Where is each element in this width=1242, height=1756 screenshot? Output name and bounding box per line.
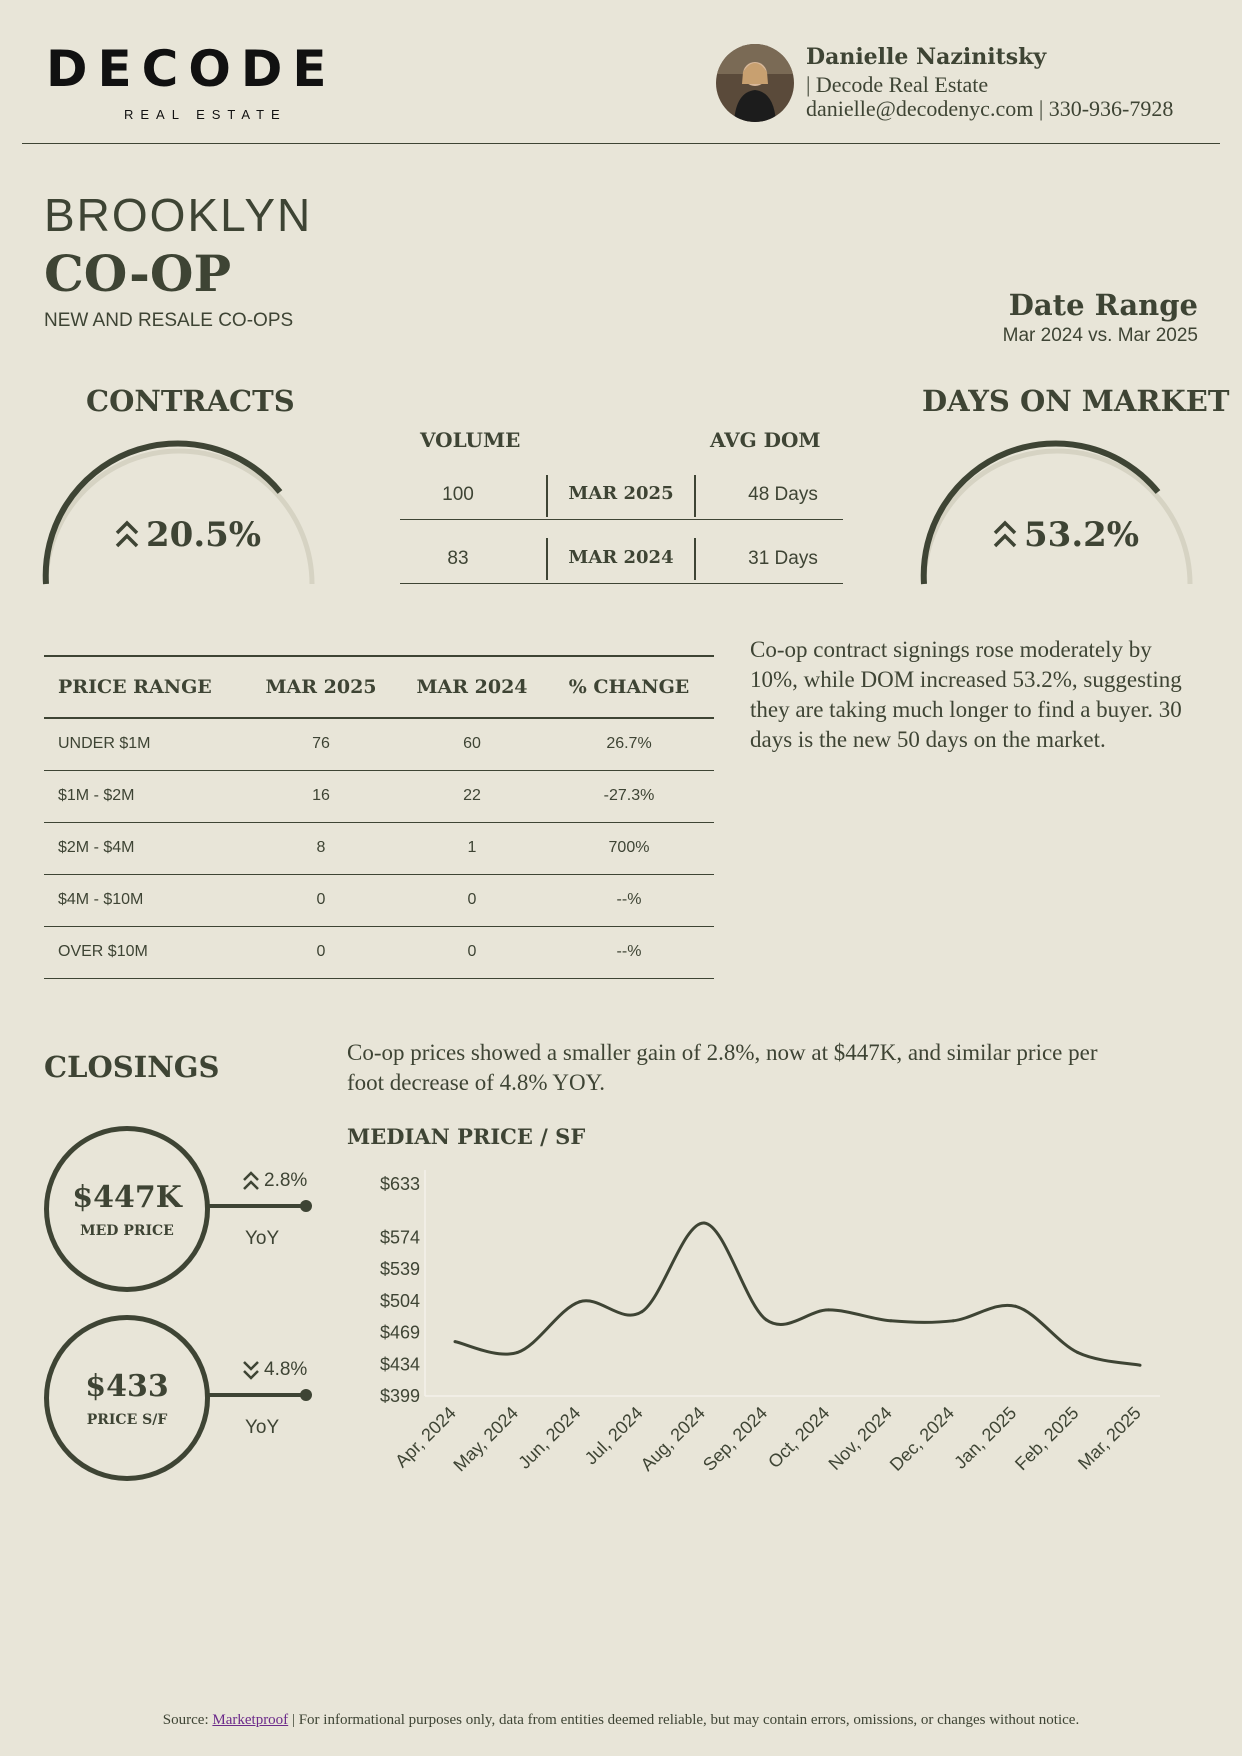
- period-2024: MAR 2024: [568, 547, 674, 568]
- data-point-9: [952, 1319, 955, 1322]
- table-cell: OVER $10M: [44, 926, 242, 978]
- data-point-3: [578, 1300, 581, 1303]
- volume-2024: 83: [447, 548, 469, 569]
- data-point-8: [889, 1319, 892, 1322]
- data-point-2: [516, 1351, 519, 1354]
- report-property-type: CO-OP: [44, 244, 232, 303]
- data-point-7: [827, 1308, 830, 1311]
- volume-header: VOLUME: [420, 428, 521, 452]
- col-pct-change: % CHANGE: [544, 656, 714, 718]
- table-cell: 1: [400, 822, 544, 874]
- data-point-10: [1014, 1305, 1017, 1308]
- dom-change-value: 53.2%: [1024, 515, 1140, 555]
- y-tick-label: $469: [379, 1322, 420, 1343]
- price-sf-label: PRICE S/F: [86, 1411, 168, 1428]
- x-tick-label: Jun, 2024: [514, 1402, 585, 1473]
- report-subtitle: NEW AND RESALE CO-OPS: [44, 310, 294, 331]
- med-price-value: $447K: [72, 1179, 182, 1215]
- table-cell: 8: [242, 822, 400, 874]
- table-cell: $1M - $2M: [44, 770, 242, 822]
- dom-2025: 48 Days: [748, 484, 818, 505]
- period-2025: MAR 2025: [568, 483, 674, 504]
- price-sf-period: YoY: [245, 1417, 280, 1438]
- table-cell: -27.3%: [544, 770, 714, 822]
- col-price-range: PRICE RANGE: [44, 656, 242, 718]
- table-cell: 0: [242, 926, 400, 978]
- y-tick-label: $434: [379, 1354, 420, 1375]
- table-cell: 0: [400, 926, 544, 978]
- y-tick-label: $399: [379, 1386, 420, 1406]
- report-city: BROOKLYN: [44, 189, 313, 241]
- x-tick-label: Jan, 2025: [950, 1402, 1021, 1473]
- table-cell: 76: [242, 718, 400, 770]
- chart-title: MEDIAN PRICE / SF: [347, 1124, 586, 1149]
- table-cell: UNDER $1M: [44, 718, 242, 770]
- table-cell: $4M - $10M: [44, 874, 242, 926]
- footer-source: [0, 1712, 1242, 1729]
- data-point-11: [1076, 1351, 1079, 1354]
- y-tick-label: $574: [379, 1227, 420, 1248]
- brand-logo: DECODE: [46, 40, 337, 98]
- x-tick-label: Aug, 2024: [636, 1402, 709, 1475]
- data-point-4: [640, 1310, 643, 1313]
- col-mar-2025: MAR 2025: [242, 656, 400, 718]
- date-range-title: Date Range: [1008, 288, 1198, 322]
- agent-name: Danielle Nazinitsky: [806, 44, 1047, 70]
- brand-logo-subtitle: REAL ESTATE: [124, 107, 287, 122]
- table-cell: 60: [400, 718, 544, 770]
- avg-dom-header: AVG DOM: [710, 428, 821, 452]
- contracts-change-value: 20.5%: [146, 515, 262, 555]
- table-cell: 0: [242, 874, 400, 926]
- price-sf-value: $433: [85, 1368, 169, 1404]
- med-price-period: YoY: [245, 1228, 280, 1249]
- volume-2025: 100: [442, 484, 474, 505]
- table-cell: 700%: [544, 822, 714, 874]
- table-cell: 16: [242, 770, 400, 822]
- x-tick-label: Feb, 2025: [1011, 1402, 1083, 1475]
- series-line: [455, 1223, 1140, 1365]
- table-cell: 0: [400, 874, 544, 926]
- price-sf-change-value: 4.8%: [264, 1359, 308, 1380]
- data-point-1: [454, 1340, 457, 1343]
- table-cell: --%: [544, 926, 714, 978]
- y-tick-label: $633: [379, 1174, 420, 1194]
- contracts-note: Co-op contract signings rose moderately by 10%, while DOM increased 53.2%, suggesting they are taking much longer to find a buyer. 30 days is the new 50 days on the market.: [750, 637, 1182, 752]
- agent-contact[interactable]: danielle@decodenyc.com | 330-936-7928: [806, 96, 1174, 121]
- closings-note: Co-op prices showed a smaller gain of 2.8%, now at $447K, and similar price per foot decrease of 4.8% YOY.: [347, 1040, 1098, 1095]
- med-price-change-value: 2.8%: [264, 1170, 308, 1191]
- data-point-12: [1139, 1364, 1142, 1367]
- footer-source-link[interactable]: Marketproof: [212, 1712, 289, 1728]
- x-tick-label: Apr, 2024: [391, 1402, 460, 1472]
- x-tick-label: Nov, 2024: [824, 1402, 896, 1474]
- table-cell: --%: [544, 874, 714, 926]
- med-price-label: MED PRICE: [80, 1222, 174, 1239]
- date-range-value: Mar 2024 vs. Mar 2025: [1002, 325, 1198, 346]
- x-tick-label: Mar, 2025: [1074, 1402, 1145, 1474]
- table-cell: $2M - $4M: [44, 822, 242, 874]
- closings-title: CLOSINGS: [44, 1050, 220, 1084]
- x-tick-label: Sep, 2024: [699, 1402, 772, 1475]
- data-point-6: [765, 1318, 768, 1321]
- agent-company: | Decode Real Estate: [806, 72, 989, 97]
- contracts-title: CONTRACTS: [86, 384, 295, 418]
- dom-title: DAYS ON MARKET: [922, 384, 1230, 418]
- table-cell: 22: [400, 770, 544, 822]
- footer-prefix: Source:: [162, 1712, 213, 1728]
- x-tick-label: Jul, 2024: [580, 1402, 647, 1469]
- table-cell: 26.7%: [544, 718, 714, 770]
- x-tick-label: Oct, 2024: [764, 1402, 834, 1473]
- data-point-5: [703, 1221, 706, 1224]
- col-mar-2024: MAR 2024: [400, 656, 544, 718]
- dom-2024: 31 Days: [748, 548, 818, 569]
- footer-disclaimer: | For informational purposes only, data from entities deemed reliable, but may contain errors, omissions, or changes without notice.: [288, 1712, 1080, 1728]
- x-tick-label: Dec, 2024: [885, 1402, 959, 1475]
- y-tick-label: $539: [379, 1259, 420, 1280]
- y-tick-label: $504: [379, 1290, 420, 1311]
- x-tick-label: May, 2024: [449, 1402, 523, 1476]
